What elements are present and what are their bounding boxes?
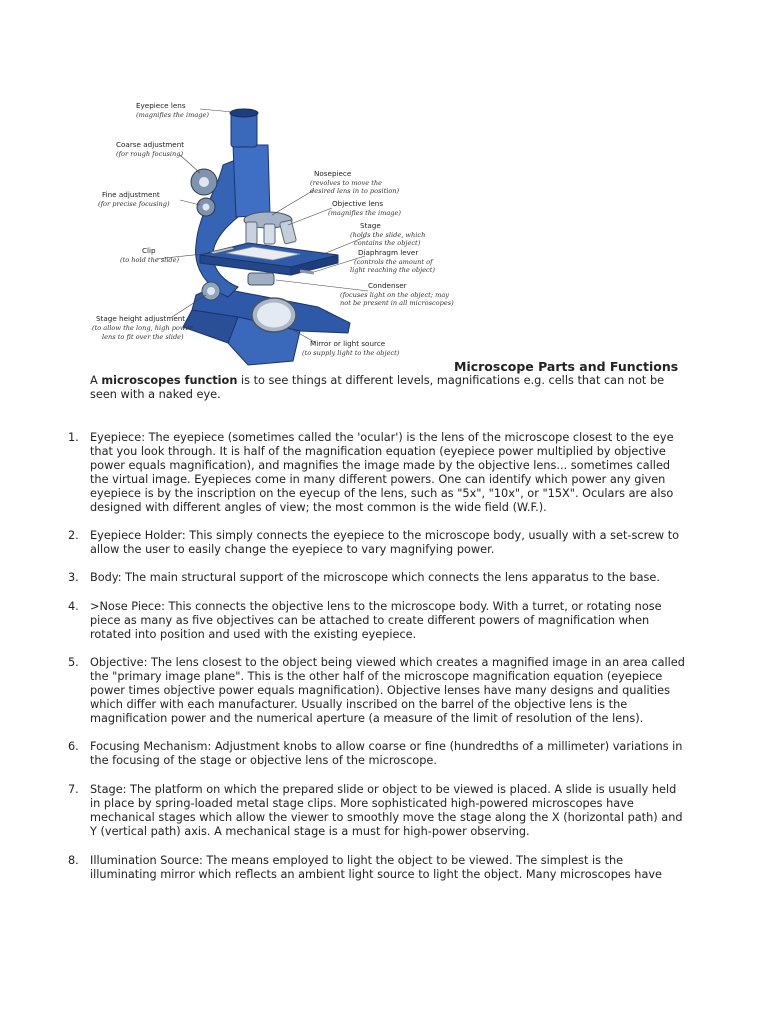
- list-item: [50, 854, 690, 882]
- label-clip: Clip: [142, 246, 156, 255]
- label-eyepiece-lens: Eyepiece lens: [136, 101, 186, 110]
- page-title: Microscope Parts and Functions: [454, 359, 679, 374]
- list-item: [50, 656, 690, 726]
- list-item: [50, 431, 690, 515]
- list-item: [50, 571, 690, 585]
- list-item-text: Illumination Source: The means employed to light the object to be viewed. The simplest is the illuminating mirror which reflects an ambient light source to light the object. Many microscopes have: [90, 854, 663, 881]
- label-condenser-desc-2: not be present in all microscopes): [340, 299, 454, 307]
- label-coarse-desc: (for rough focusing): [116, 150, 184, 158]
- label-nosepiece: Nosepiece: [314, 169, 352, 178]
- intro-bold-term: microscopes function: [101, 374, 238, 387]
- parts-list: [50, 431, 690, 882]
- label-objective-desc: (magnifies the image): [328, 209, 401, 217]
- label-nosepiece-desc-2: desired lens in to position): [310, 187, 400, 195]
- label-objective-lens: Objective lens: [332, 199, 384, 208]
- label-fine-adjustment: Fine adjustment: [102, 190, 160, 199]
- intro-paragraph: [90, 374, 690, 402]
- list-item-text: >Nose Piece: This connects the objective lens to the microscope body. With a turret, or rotating nose piece as many as five objectives can be attached to create different powers of magnification when rotated into position and used with the existing eyepiece.: [90, 600, 662, 641]
- label-diaphragm-desc-1: (controls the amount of: [354, 258, 433, 266]
- list-item-number: 6.: [68, 740, 79, 753]
- list-item-text: Eyepiece: The eyepiece (sometimes called the 'ocular') is the lens of the microscope closest to the eye that you look through. It is half of the magnification equation (eyepiece power multiplied by objective power equals magnification), and magnifies the image made by the objective lens... sometimes called the virtual image. Eyepieces come in many different powers. One can identify which power any given eyepiece is by the inscription on the eyecup of the lens, such as "5x", "10x", or "15X". Oculars are also designed with different angles of view; the most common is the wide field (W.F.).: [90, 431, 674, 514]
- list-item-number: 5.: [68, 656, 79, 669]
- list-item-number: 7.: [68, 783, 79, 796]
- label-condenser: Condenser: [368, 281, 407, 290]
- label-stage: Stage: [360, 221, 381, 230]
- label-stage-height-adjustment: Stage height adjustment: [96, 314, 186, 323]
- label-mirror: Mirror or light source: [310, 339, 386, 348]
- list-item-number: 1.: [68, 431, 79, 444]
- list-item: [50, 783, 690, 839]
- list-item: [50, 529, 690, 557]
- list-item-text: Eyepiece Holder: This simply connects the eyepiece to the microscope body, usually with a set-screw to allow the user to easily change the eyepiece to vary magnifying power.: [90, 529, 680, 556]
- list-item: [50, 740, 690, 768]
- label-fine-desc: (for precise focusing): [98, 200, 170, 208]
- label-condenser-desc-1: (focuses light on the object; may: [340, 291, 450, 299]
- label-stage-height-desc-1: (to allow the long, high power: [92, 324, 193, 332]
- label-stage-height-desc-2: lens to fit over the slide): [102, 333, 184, 341]
- list-item-text: Objective: The lens closest to the object being viewed which creates a magnified image in an area called the "primary image plane". This is the other half of the microscope magnification equation (eyepiece power times objective power equals magnification). Objective lenses have many designs and qualities which differ with each manufacturer. Usually inscribed on the barrel of the objective lens is the magnification power and the numerical aperture (a measure of the limit of resolution of the lens).: [90, 656, 685, 725]
- microscope-diagram: [88, 95, 458, 375]
- list-item-number: 2.: [68, 529, 79, 542]
- label-diaphragm-lever: Diaphragm lever: [358, 248, 419, 257]
- label-clip-desc: (to hold the slide): [120, 256, 180, 264]
- label-stage-desc-2: contains the object): [354, 239, 421, 247]
- list-item-number: 3.: [68, 571, 79, 584]
- list-item: [50, 600, 690, 642]
- list-item-number: 8.: [68, 854, 79, 867]
- intro-prefix: A: [90, 374, 102, 387]
- list-item-text: Stage: The platform on which the prepared slide or object to be viewed is placed. A slide is usually held in place by spring-loaded metal stage clips. More sophisticated high-powered microscopes have mechanical stages which allow the viewer to smoothly move the stage along the X (horizontal path) and Y (vertical path) axis. A mechanical stage is a must for high-power observing.: [90, 783, 683, 838]
- microscope-illustration: [88, 95, 458, 375]
- list-item-text: Focusing Mechanism: Adjustment knobs to allow coarse or fine (hundredths of a millimeter) variations in the focusing of the stage or objective lens of the microscope.: [90, 740, 683, 767]
- list-item-number: 4.: [68, 600, 79, 613]
- list-item-text: Body: The main structural support of the microscope which connects the lens apparatus to the base.: [90, 571, 660, 584]
- label-mirror-desc: (to supply light to the object): [302, 349, 400, 357]
- label-coarse-adjustment: Coarse adjustment: [116, 140, 185, 149]
- label-nosepiece-desc-1: (revolves to move the: [310, 179, 382, 187]
- label-eyepiece-desc: (magnifies the image): [136, 111, 209, 119]
- label-diaphragm-desc-2: light reaching the object): [350, 266, 435, 274]
- intro-suffix: is to see things at different levels, magnifications e.g. cells that can not be seen with a naked eye.: [90, 374, 665, 401]
- label-stage-desc-1: (holds the slide, which: [350, 231, 426, 239]
